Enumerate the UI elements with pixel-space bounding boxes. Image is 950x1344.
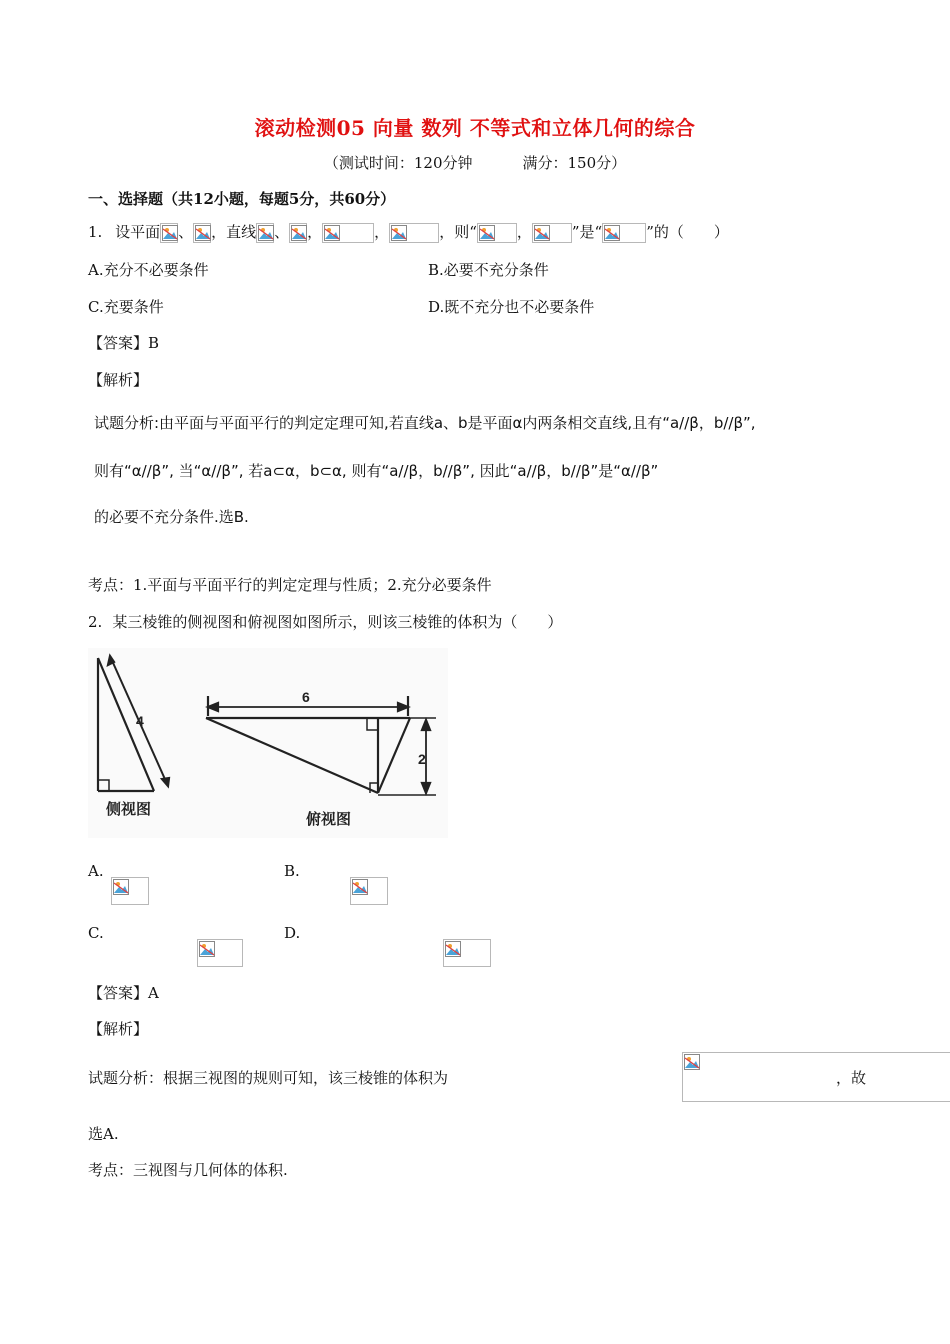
section-heading: 一、选择题（共12小题，每题5分，共60分） [88, 190, 396, 208]
broken-image-icon [324, 225, 340, 241]
option-d: D.既不充分也不必要条件 [428, 298, 595, 316]
broken-image-icon [258, 225, 274, 241]
broken-image-icon [479, 225, 495, 241]
separator: 、 [178, 223, 194, 241]
formula-image [256, 223, 274, 243]
option-letter: A. [88, 862, 104, 880]
document-title: 滚动检测05 向量 数列 不等式和立体几何的综合 [254, 116, 696, 140]
formula-image [682, 1052, 950, 1102]
option-image [111, 877, 149, 905]
broken-image-icon [445, 941, 461, 957]
formula-image [602, 223, 646, 243]
question-text: 设平面 [115, 223, 161, 241]
analysis-text: ，故 [836, 1069, 867, 1087]
formula-image [477, 223, 517, 243]
question-number: 1. [88, 223, 103, 241]
broken-image-icon [195, 225, 211, 241]
question-text: ”的（ ） [646, 223, 729, 241]
option-c: C.充要条件 [88, 298, 164, 316]
kaodian: 考点：1.平面与平面平行的判定定理与性质；2.充分必要条件 [88, 576, 492, 594]
separator: ， [307, 223, 323, 241]
question-2 [88, 611, 562, 632]
option-letter: B. [284, 862, 300, 880]
option-image [197, 939, 243, 967]
broken-image-icon [162, 225, 178, 241]
answer: 【答案】A [88, 984, 159, 1002]
formula-image [532, 223, 572, 243]
broken-image-icon [352, 879, 368, 895]
question-text: ”是“ [571, 223, 603, 241]
broken-image-icon [199, 941, 215, 957]
option-a: A.充分不必要条件 [88, 261, 209, 279]
answer: 【答案】B [88, 334, 160, 352]
option-d [284, 924, 300, 942]
top-view-label: 俯视图 [306, 810, 352, 828]
formula-image [193, 223, 211, 243]
broken-image-icon [684, 1054, 700, 1070]
question-text: 某三棱锥的侧视图和俯视图如图所示，则该三棱锥的体积为（ ） [112, 613, 563, 631]
broken-image-icon [291, 225, 307, 241]
question-1 [88, 221, 729, 243]
kaodian: 考点：三视图与几何体的体积. [88, 1161, 288, 1179]
option-letter: C. [88, 924, 104, 942]
option-image [443, 939, 491, 967]
question-text: ，直线 [211, 223, 257, 241]
three-view-figure [88, 648, 448, 838]
broken-image-icon [391, 225, 407, 241]
question-number: 2. [88, 613, 103, 631]
formula-image [289, 223, 307, 243]
separator: ， [516, 223, 532, 241]
analysis-label: 【解析】 [88, 371, 149, 389]
test-time: （测试时间：120分钟 [323, 154, 473, 172]
option-image [350, 877, 388, 905]
separator: 、 [274, 223, 290, 241]
analysis-text: 选A. [88, 1125, 119, 1143]
formula-image [322, 223, 374, 243]
analysis-text: 则有“α//β”, 当“α//β”, 若a⊂α，b⊂α, 则有“a//β，b//β”, 因此“a//β，b//β”是“α//β” [94, 462, 659, 480]
option-c [88, 924, 104, 942]
broken-image-icon [534, 225, 550, 241]
option-b: B.必要不充分条件 [428, 261, 549, 279]
top-width-label: 6 [302, 689, 310, 705]
option-letter: D. [284, 924, 301, 942]
analysis-text: 的必要不充分条件.选B. [94, 508, 249, 526]
analysis-text: 试题分析：根据三视图的规则可知，该三棱锥的体积为 [88, 1069, 449, 1087]
question-text: ，则“ [439, 223, 477, 241]
side-length-label: 4 [136, 713, 144, 729]
option-b [284, 862, 300, 880]
analysis-label: 【解析】 [88, 1020, 149, 1038]
test-info [0, 152, 950, 173]
side-view-label: 侧视图 [106, 800, 152, 818]
broken-image-icon [604, 225, 620, 241]
full-score: 满分：150分） [522, 154, 627, 172]
separator: ， [374, 223, 390, 241]
broken-image-icon [113, 879, 129, 895]
option-a [88, 862, 104, 880]
formula-image [389, 223, 439, 243]
analysis-text: 试题分析:由平面与平面平行的判定定理可知,若直线a、b是平面α内两条相交直线,且有“a//β，b//β”, [94, 414, 756, 432]
height-label: 2 [418, 751, 426, 767]
formula-image [160, 223, 178, 243]
